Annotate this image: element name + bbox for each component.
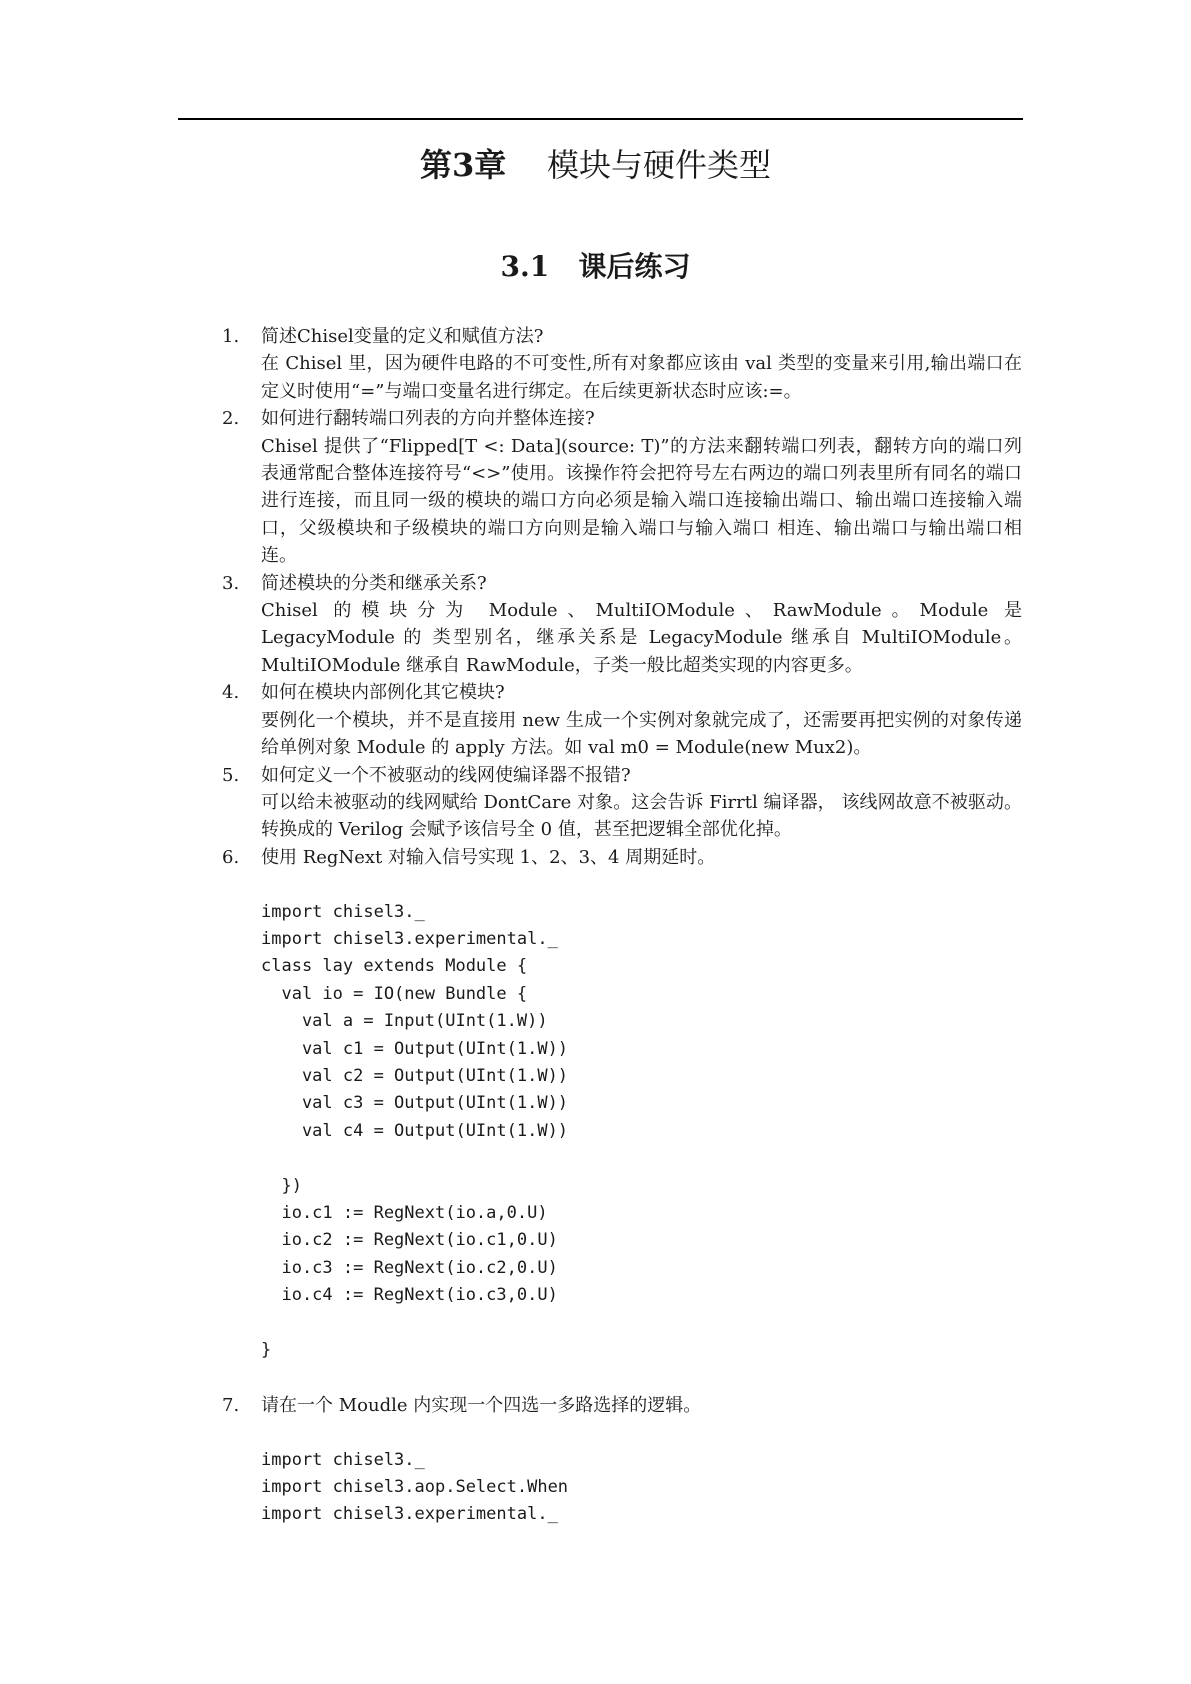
exercise-1 bbox=[222, 323, 1022, 405]
chapter-name: 模块与硬件类型 bbox=[546, 146, 771, 184]
exercise-question: 如何定义一个不被驱动的线网使编译器不报错? bbox=[261, 764, 631, 786]
exercise-answer: Chisel 提供了“Flipped[T <: Data](source: T)”的方法来翻转端口列表，翻转方向的端口列表通常配合整体连接符号“<>”使用。该操作符会把符号左右两边的端口列表里所有同名的端口进行连接，而且同一级的模块的端口方向必须是输入端口连接输出端口、输出端口连接输入端口，父级模块和子级模块的端口方向则是输入端口与输入端口 相连、输出端口与输出端口相连。 bbox=[261, 435, 1022, 567]
exercise-number: 5. bbox=[222, 764, 240, 786]
exercise-4 bbox=[222, 679, 1022, 761]
exercise-answer: 要例化一个模块，并不是直接用 new 生成一个实例对象就完成了，还需要再把实例的对象传递给单例对象 Module 的 apply 方法。如 val m0 = Module(new Mux2)。 bbox=[261, 709, 1022, 759]
exercise-number: 3. bbox=[222, 572, 240, 594]
exercise-number: 7. bbox=[222, 1394, 240, 1416]
exercise-number: 2. bbox=[222, 408, 240, 430]
code-block: import chisel3._ import chisel3.experimental._ class lay extends Module { val io = IO(new Bundle { val a = Input(UInt(1.W)) val c1 = Output(UInt(1.W)) val c2 = Output(UInt(1.W)) val c3 = Output(UInt(1.W)) val c4 = Output(UInt(1.W)) }) io.c1 := RegNext(io.a,0.U) io.c2 := RegNext(io.c1,0.U) io.c3 := RegNext(io.c2,0.U) io.c4 := RegNext(io.c3,0.U) } bbox=[261, 901, 569, 1361]
exercise-question: 请在一个 Moudle 内实现一个四选一多路选择的逻辑。 bbox=[261, 1394, 702, 1416]
exercise-answer: Chisel 的模块分为 Module、MultiIOModule、RawModule。Module 是 LegacyModule 的 类型别名，继承关系是 LegacyModule 继承自 MultiIOModule。MultiIOModule 继承自 RawModule，子类一般比超类实现的内容更多。 bbox=[261, 600, 1022, 676]
exercise-2 bbox=[222, 405, 1022, 569]
exercise-7 bbox=[222, 1392, 1022, 1529]
exercise-number: 6. bbox=[222, 846, 240, 868]
section-number: 3.1 bbox=[500, 250, 550, 283]
exercise-list bbox=[222, 323, 1022, 1529]
exercise-question: 简述Chisel变量的定义和赋值方法? bbox=[261, 326, 544, 347]
exercise-question: 简述模块的分类和继承关系? bbox=[261, 572, 487, 594]
exercise-5 bbox=[222, 762, 1022, 844]
exercise-question: 如何在模块内部例化其它模块? bbox=[261, 682, 505, 704]
exercise-answer: 可以给未被驱动的线网赋给 DontCare 对象。这会告诉 Firrtl 编译器， 该线网故意不被驱动。转换成的 Verilog 会赋予该信号全 0 值，甚至把逻辑全部优化掉。 bbox=[261, 791, 1022, 841]
section-name: 课后练习 bbox=[578, 250, 691, 283]
exercise-question: 如何进行翻转端口列表的方向并整体连接? bbox=[261, 408, 595, 430]
code-block: import chisel3._ import chisel3.aop.Select.When import chisel3.experimental._ bbox=[261, 1449, 569, 1525]
chapter-number: 第3章 bbox=[420, 146, 507, 184]
exercise-answer: 在 Chisel 里，因为硬件电路的不可变性,所有对象都应该由 val 类型的变量来引用,输出端口在定义时使用“=”与端口变量名进行绑定。在后续更新状态时应该:=。 bbox=[261, 353, 1022, 402]
exercise-number: 4. bbox=[222, 682, 240, 704]
exercise-3 bbox=[222, 570, 1022, 680]
section-title bbox=[0, 247, 1191, 287]
exercise-number: 1. bbox=[222, 326, 240, 347]
exercise-6 bbox=[222, 844, 1022, 1365]
chapter-title bbox=[0, 143, 1191, 187]
header-rule bbox=[178, 118, 1023, 120]
exercise-question: 使用 RegNext 对输入信号实现 1、2、3、4 周期延时。 bbox=[261, 846, 716, 868]
